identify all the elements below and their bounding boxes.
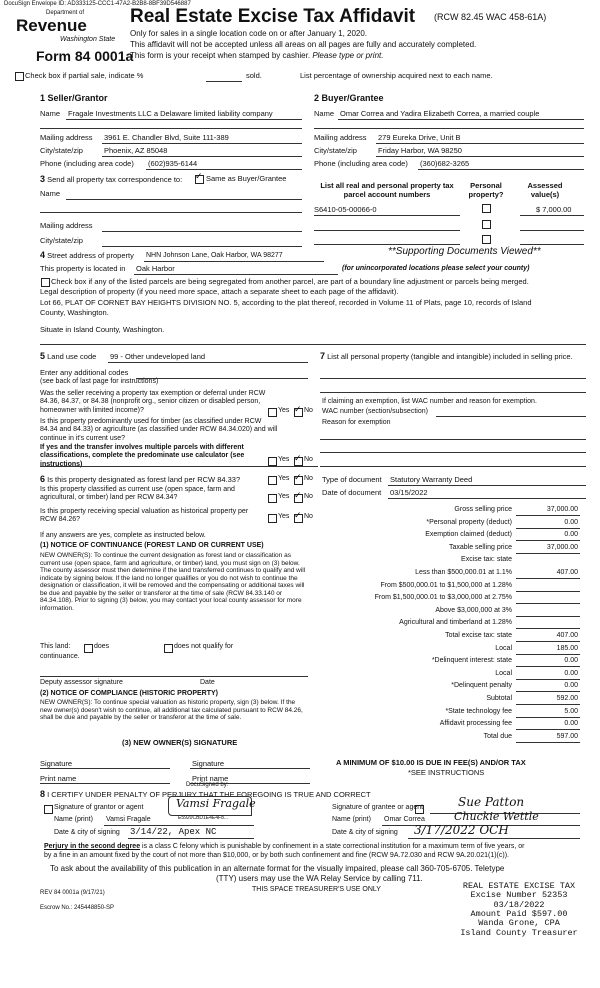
- calc-value-line: [516, 641, 580, 642]
- calc-value: 592.00: [556, 695, 578, 702]
- this-land-label: This land:: [40, 643, 71, 650]
- rcw-ref: (RCW 82.45 WAC 458-61A): [434, 12, 547, 22]
- personal-property-checkbox-3[interactable]: [482, 235, 491, 244]
- envelope-id: DocuSign Envelope ID: AD333125-CCC1-47A2-B2B8-8BF39D546887: [4, 1, 191, 7]
- deputy-date-label: Date: [200, 679, 215, 686]
- grantor-signature: Vamsi Fragale: [176, 797, 256, 810]
- new-owner-print-label-1: Print name: [40, 774, 77, 783]
- sec6-q1-no-checkbox[interactable]: [294, 476, 303, 485]
- calc-value-line: [516, 628, 580, 629]
- header-line-3: This form is your receipt when stamped by cashier.: [130, 51, 311, 60]
- sec6-q2-yes-checkbox[interactable]: [268, 494, 277, 503]
- seller-heading: 1 Seller/Grantor: [40, 93, 108, 103]
- sec3-name-label: Name: [40, 189, 61, 198]
- col-personal-header: Personal property?: [468, 181, 504, 199]
- calc-value-line: [516, 679, 580, 680]
- calc-value-line: [516, 553, 580, 554]
- supporting-docs-note: **Supporting Documents Viewed**: [388, 246, 541, 257]
- grantee-sig-label: Signature of grantee or agent: [332, 804, 424, 811]
- unincorp-note: (for unincorporated locations please select your county): [342, 265, 530, 272]
- perjury-text-2: by a fine in an amount fixed by the court of not more than $10,000, or by both such confinement and fine (RCW 9A.72.030 and RCW 9A.20.021(1)(c)).: [44, 852, 509, 859]
- notice-1-text: NEW OWNER(S): To continue the current designation as forest land or classification as current use (open space, farm and agriculture, or timber) land, you must sign on (3) below. The county assessor must then determine if the land transferred continues to qualify and will indicate by signing below. If the land no longer qualifies or you do not wish to continue the designation or classification, it will be removed and the compensating or additional taxes will be due and payable by the seller or transferor at the time of sale (RCW 84.33.140 or 84.34.108). Prior to signing (3) below, you may contact your local county assessor for more information.: [40, 552, 306, 612]
- new-owner-sig-label-2: Signature: [192, 759, 225, 768]
- new-owner-print-label-2: Print name: [192, 774, 229, 783]
- calc-label: Subtotal: [486, 695, 512, 702]
- parcel-number: S6410-05-00066-0: [314, 205, 377, 214]
- if-yes-note: If any answers are yes, complete as instructed below.: [40, 532, 206, 539]
- calc-value-line: [516, 742, 580, 743]
- land-use-code: 99 - Other undeveloped land: [110, 352, 206, 361]
- perjury-text-1: is a class C felony which is punishable by confinement in a state correctional institution for a maximum term of five years, or: [142, 843, 525, 850]
- calc-value: 597.00: [556, 733, 578, 740]
- calc-value-line: [516, 666, 580, 667]
- continuance-label: continuance.: [40, 653, 80, 660]
- rev-code: REV 84 0001a (9/17/21): [40, 890, 105, 896]
- sec3-mail-label: Mailing address: [40, 221, 93, 230]
- calc-value: 407.00: [556, 569, 578, 576]
- docusign-code: E5920CBD1E4E4F8...: [178, 815, 229, 821]
- calc-value: 0.00: [564, 519, 578, 526]
- doc-date: 03/15/2022: [390, 488, 428, 497]
- calc-value: 37,000.00: [546, 544, 578, 551]
- calc-label: Taxable selling price: [448, 544, 512, 551]
- seller-name: Fragale Investments LLC a Delaware limited liability company: [68, 109, 273, 118]
- calc-value-line: [516, 729, 580, 730]
- legal-desc-line-1: Lot 66, PLAT OF CORNET BAY HEIGHTS DIVISION NO. 5, according to the plat thereof, recorded in Volume 11 of Plats, page 10, records of Island: [40, 298, 532, 307]
- calc-value: 0.00: [564, 531, 578, 538]
- notice-1-title: (1) NOTICE OF CONTINUANCE (FOREST LAND OR CURRENT USE): [40, 542, 264, 549]
- buyer-mail: 279 Eureka Drive, Unit B: [378, 133, 461, 142]
- sec6-q1-yes-checkbox[interactable]: [268, 476, 277, 485]
- header-line-3b: Please type or print.: [312, 51, 384, 60]
- calc-value: 5.00: [564, 708, 578, 715]
- calc-value-line: [516, 717, 580, 718]
- sec7-label: List all personal property (tangible and intangible) included in selling price.: [327, 352, 573, 361]
- grantor-date-label: Date & city of signing: [54, 829, 120, 836]
- calc-label: Gross selling price: [454, 506, 512, 513]
- calc-value: 0.00: [564, 720, 578, 727]
- certify-statement: I CERTIFY UNDER PENALTY OF PERJURY THAT THE FOREGOING IS TRUE AND CORRECT: [47, 790, 371, 799]
- buyer-city: Friday Harbor, WA 98250: [378, 146, 462, 155]
- dept-label: Department of: [46, 10, 85, 16]
- treasurer-stamp: REAL ESTATE EXCISE TAX Excise Number 52353 03/18/2022 Amount Paid $597.00 Wanda Grone, CPA Island County Treasurer: [460, 881, 578, 938]
- seller-mail: 3961 E. Chandler Blvd, Suite 111-389: [104, 133, 229, 142]
- land-use-label: Land use code: [47, 352, 97, 361]
- sec6-q2-no-checkbox[interactable]: [294, 494, 303, 503]
- calc-label: Affidavit processing fee: [439, 720, 512, 727]
- new-owner-sig-label-1: Signature: [40, 759, 73, 768]
- calc-label: Agricultural and timberland at 1.28%: [399, 619, 512, 626]
- calc-label: Total due: [483, 733, 512, 740]
- sold-label: sold.: [246, 71, 262, 80]
- legal-desc-label: Legal description of property (if you need more space, attach a separate sheet to each page of the affidavit).: [40, 287, 399, 296]
- grantor-name: Vamsi Fragale: [106, 816, 151, 823]
- wac-label: WAC number (section/subsection): [322, 408, 428, 415]
- calc-label: *Delinquent penalty: [451, 682, 512, 689]
- partial-sale-label: Check box if partial sale, indicate %: [25, 71, 144, 80]
- grantee-name-signature: Chuckie Wettle: [454, 810, 539, 823]
- calc-value-line: [516, 654, 580, 655]
- calc-value-line: [516, 704, 580, 705]
- calc-label: Excise tax: state: [461, 556, 512, 563]
- calc-label: Local: [495, 670, 512, 677]
- seller-name-label: Name: [40, 109, 61, 118]
- calc-label: Local: [495, 645, 512, 652]
- sec5-q1-yes-checkbox[interactable]: [268, 408, 277, 417]
- calc-value: 0.00: [564, 670, 578, 677]
- sec4-label: Street address of property: [47, 251, 134, 260]
- located-value: Oak Harbor: [136, 264, 175, 273]
- doc-type-label: Type of document: [322, 475, 382, 484]
- buyer-phone: (360)682-3265: [420, 159, 470, 168]
- sec3-label: Send all property tax correspondence to:: [47, 175, 183, 184]
- docusigned-by: DocuSigned by:: [186, 782, 229, 788]
- seller-phone-label: Phone (including area code): [40, 159, 134, 168]
- calc-value-line: [516, 515, 580, 516]
- does-label: does: [94, 643, 110, 650]
- calc-value-line: [516, 691, 580, 692]
- seller-phone: (602)935-6144: [148, 159, 198, 168]
- calc-label: From $500,000.01 to $1,500,000 at 1.28%: [380, 582, 512, 589]
- notice-2-text: NEW OWNER(S): To continue special valuation as historic property, sign (3) below. If the new owner(s) doesn't wish to continue, all additional tax calculated pursuant to RCW 84.26, shall be due and payable by the seller or transferor at the time of sale.: [40, 699, 303, 722]
- ask-line-2: (TTY) users may use the WA Relay Service by calling 711.: [216, 874, 423, 883]
- grantee-date-city: 3/17/2022 OCH: [414, 823, 509, 837]
- grantee-name: Omar Correa: [384, 816, 425, 823]
- header-line-2: This affidavit will not be accepted unless all areas on all pages are fully and accurately completed.: [130, 40, 477, 49]
- calc-label: Above $3,000,000 at 3%: [435, 607, 512, 614]
- legal-desc-line-3: Situate in Island County, Washington.: [40, 325, 165, 334]
- doc-date-label: Date of document: [322, 488, 382, 497]
- sec3-city-label: City/state/zip: [40, 236, 83, 245]
- calc-label: *Delinquent interest: state: [431, 657, 512, 664]
- partial-sale-checkbox[interactable]: [15, 72, 24, 81]
- grantee-name-label: Name (print): [332, 816, 371, 823]
- sec6-q3-yes-checkbox[interactable]: [268, 514, 277, 523]
- same-as-buyer-checkbox[interactable]: [195, 175, 204, 184]
- does-qualify-checkbox[interactable]: [84, 644, 93, 653]
- calc-label: Total excise tax: state: [445, 632, 512, 639]
- calc-value: 407.00: [556, 632, 578, 639]
- seller-mail-label: Mailing address: [40, 133, 93, 142]
- see-back-note: (see back of last page for instructions): [40, 378, 159, 385]
- calc-label: *State technology fee: [445, 708, 512, 715]
- buyer-name: Omar Correa and Yadira Elizabeth Correa, a married couple: [340, 109, 540, 118]
- calc-label: Exemption claimed (deduct): [425, 531, 512, 538]
- calc-value-line: [516, 591, 580, 592]
- sec6-q1: Is this property designated as forest land per RCW 84.33?: [47, 475, 241, 484]
- doc-type: Statutory Warranty Deed: [390, 475, 473, 484]
- calc-value: 0.00: [564, 682, 578, 689]
- grantor-name-label: Name (print): [54, 816, 93, 823]
- calc-value-line: [516, 528, 580, 529]
- col-parcel-header: List all real and personal property tax parcel account numbers: [320, 181, 454, 199]
- calc-value-line: [516, 603, 580, 604]
- list-pct-label: List percentage of ownership acquired next to each name.: [300, 71, 493, 80]
- grantee-date-label: Date & city of signing: [332, 829, 398, 836]
- escrow-number: Escrow No.: 245448850-SP: [40, 905, 115, 911]
- calc-value: 37,000.00: [546, 506, 578, 513]
- personal-property-checkbox-1[interactable]: [482, 204, 491, 213]
- calc-label: From $1,500,000.01 to $3,000,000 at 2.75%: [374, 594, 512, 601]
- sec6-q3-no-checkbox[interactable]: [294, 514, 303, 523]
- form-number: Form 84 0001a: [36, 48, 134, 64]
- revenue-logo-text: Revenue: [16, 16, 87, 35]
- grantor-date-city: 3/14/22, Apex NC: [130, 827, 217, 837]
- minimum-due-note: A MINIMUM OF $10.00 IS DUE IN FEE(S) AND/OR TAX: [336, 758, 526, 767]
- calc-label: Less than $500,000.01 at 1.1%: [415, 569, 512, 576]
- grantee-signature: Sue Patton: [458, 795, 525, 809]
- calc-value-line: [516, 540, 580, 541]
- form-title: Real Estate Excise Tax Affidavit: [130, 6, 416, 27]
- buyer-heading: 2 Buyer/Grantee: [314, 93, 384, 103]
- calc-label: *Personal property (deduct): [426, 519, 512, 526]
- ask-line-1: To ask about the availability of this publication in an alternate format for the visually impaired, please call 360-705-6705. Teletype: [50, 864, 505, 873]
- calc-value: 185.00: [556, 645, 578, 652]
- segregated-checkbox[interactable]: [41, 278, 50, 287]
- sec5-question-2a: Is this property predominantly used for timber (as classified under RCW 84.34 and 84.33) or agriculture (as classified under RCW 84.34.020) and will continue in it's current use?: [40, 418, 278, 442]
- buyer-name-label: Name: [314, 109, 335, 118]
- calc-value-line: [516, 578, 580, 579]
- sec6-q3: Is this property receiving special valuation as historical property per RCW 84.26?: [40, 508, 249, 524]
- does-not-label: does not qualify for: [174, 643, 234, 650]
- treasurer-use-only: THIS SPACE TREASURER'S USE ONLY: [252, 886, 381, 893]
- notice-2-title: (2) NOTICE OF COMPLIANCE (HISTORIC PROPERTY): [40, 690, 218, 697]
- col-assessed-header: Assessed value(s): [527, 181, 563, 199]
- additional-codes-label: Enter any additional codes: [40, 368, 129, 377]
- sec5-q1-no-checkbox[interactable]: [294, 408, 303, 417]
- property-address: NHN Johnson Lane, Oak Harbor, WA 98277: [146, 252, 283, 259]
- header-line-1: Only for sales in a single location code on or after January 1, 2020.: [130, 29, 368, 38]
- notice-3-title: (3) NEW OWNER(S) SIGNATURE: [122, 738, 238, 747]
- sec5-question-1: Was the seller receiving a property tax exemption or deferral under RCW 84.36, 84.37, or 84.38 (nonprofit org., senior citizen or disabled person, homeowner with limited income)?: [40, 390, 266, 414]
- assessed-value: $ 7,000.00: [536, 205, 572, 214]
- wa-state-label: Washington State: [60, 36, 116, 43]
- seller-city: Phoenix, AZ 85048: [104, 146, 168, 155]
- calc-value: 0.00: [564, 657, 578, 664]
- see-instructions: *SEE INSTRUCTIONS: [408, 768, 485, 777]
- located-label: This property is located in: [40, 264, 126, 273]
- sec5-q2-no-checkbox[interactable]: [294, 457, 303, 466]
- calc-value-line: [516, 616, 580, 617]
- sec5-question-2b: If yes and the transfer involves multiple parcels with different classifications, complete the predominate use calculator (see instructions): [40, 444, 245, 468]
- seller-city-label: City/state/zip: [40, 146, 83, 155]
- grantor-sig-label: Signature of grantor or agent: [54, 804, 144, 811]
- personal-property-checkbox-2[interactable]: [482, 220, 491, 229]
- perjury-bold: Perjury in the second degree: [44, 843, 141, 850]
- reason-label: Reason for exemption: [322, 419, 391, 426]
- legal-desc-line-2: County, Washington.: [40, 308, 109, 317]
- exemption-label: If claiming an exemption, list WAC number and reason for exemption.: [322, 398, 537, 405]
- sec5-q2-yes-checkbox[interactable]: [268, 457, 277, 466]
- does-not-qualify-checkbox[interactable]: [164, 644, 173, 653]
- buyer-phone-label: Phone (including area code): [314, 159, 408, 168]
- buyer-mail-label: Mailing address: [314, 133, 367, 142]
- sec6-q2: Is this property classified as current use (open space, farm and agricultural, or timber) land per RCW 84.34?: [40, 486, 235, 502]
- deputy-sig-label: Deputy assessor signature: [40, 679, 123, 686]
- grantor-checkbox[interactable]: [44, 805, 53, 814]
- segregated-label: Check box if any of the listed parcels are being segregated from another parcel, are part of a boundary line adjustment or parcels being merged.: [51, 277, 529, 286]
- buyer-city-label: City/state/zip: [314, 146, 357, 155]
- same-as-buyer-label: Same as Buyer/Grantee: [206, 174, 287, 183]
